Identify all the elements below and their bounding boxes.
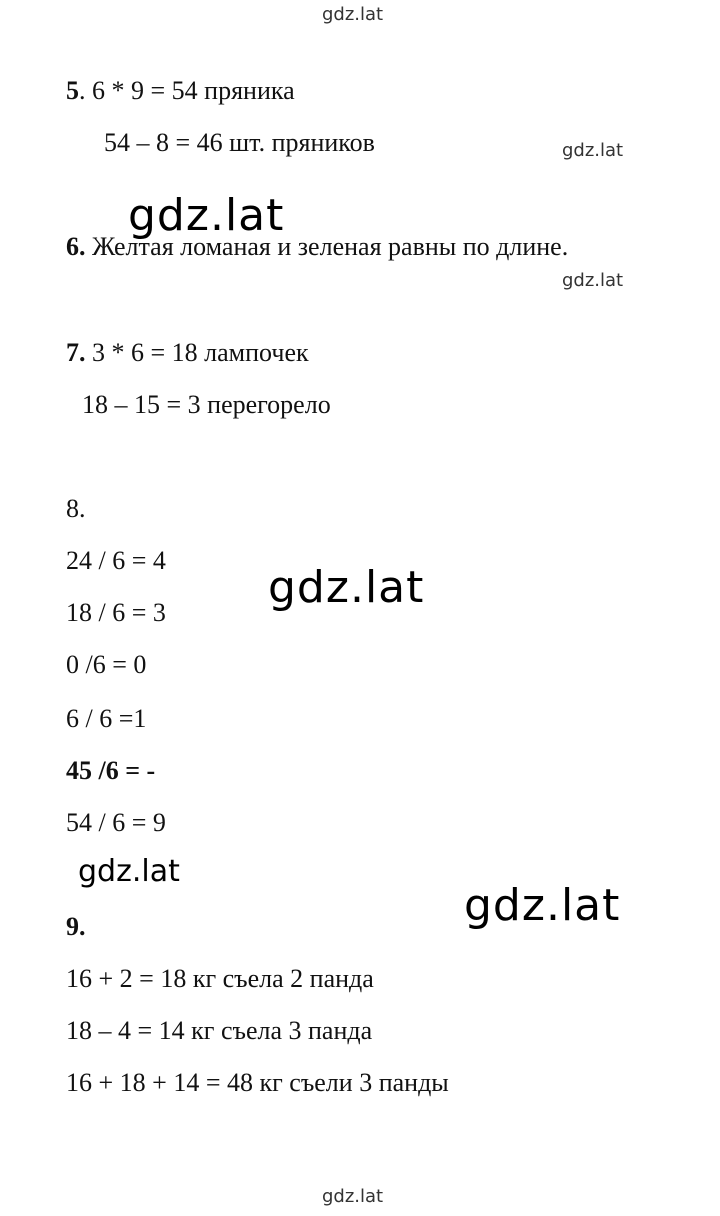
watermark-bottom: gdz.lat	[322, 1186, 384, 1207]
watermark-task5: gdz.lat	[562, 140, 624, 161]
task6-line	[66, 232, 568, 262]
task7-number: 7.	[66, 338, 86, 367]
watermark-large-center: gdz.lat	[268, 562, 425, 613]
task5-line1	[66, 76, 295, 106]
watermark-large-task6: gdz.lat	[128, 190, 285, 241]
task8-equation-3: 0 /6 = 0	[66, 650, 147, 679]
task6-number: 6.	[66, 232, 86, 261]
task8-number: 8.	[66, 494, 86, 523]
task5-equation2: 54 – 8 = 46 шт. пряников	[104, 128, 375, 157]
task5-equation1: . 6 * 9 = 54 пряника	[79, 76, 295, 105]
watermark-top: gdz.lat	[322, 4, 384, 25]
task7-equation1: 3 * 6 = 18 лампочек	[85, 338, 309, 367]
watermark-large-right: gdz.lat	[464, 880, 621, 931]
task6-text: Желтая ломаная и зеленая равны по длине.	[85, 232, 569, 261]
watermark-task6: gdz.lat	[562, 270, 624, 291]
task8-equation-6: 54 / 6 = 9	[66, 808, 166, 837]
task7-line1	[66, 338, 309, 368]
task8-equation-5: 45 /6 = -	[66, 756, 156, 785]
task7-equation2: 18 – 15 = 3 перегорело	[82, 390, 331, 419]
task9-equation-1: 16 + 2 = 18 кг съела 2 панда	[66, 964, 374, 993]
watermark-task9-left: gdz.lat	[78, 854, 180, 889]
task9-equation-2: 18 – 4 = 14 кг съела 3 панда	[66, 1016, 373, 1045]
task9-number: 9.	[66, 912, 86, 941]
task8-equation-2: 18 / 6 = 3	[66, 598, 166, 627]
task5-number: 5	[66, 76, 79, 105]
task9-equation-3: 16 + 18 + 14 = 48 кг съели 3 панды	[66, 1068, 449, 1097]
task8-equation-4: 6 / 6 =1	[66, 704, 147, 733]
task8-equation-1: 24 / 6 = 4	[66, 546, 166, 575]
